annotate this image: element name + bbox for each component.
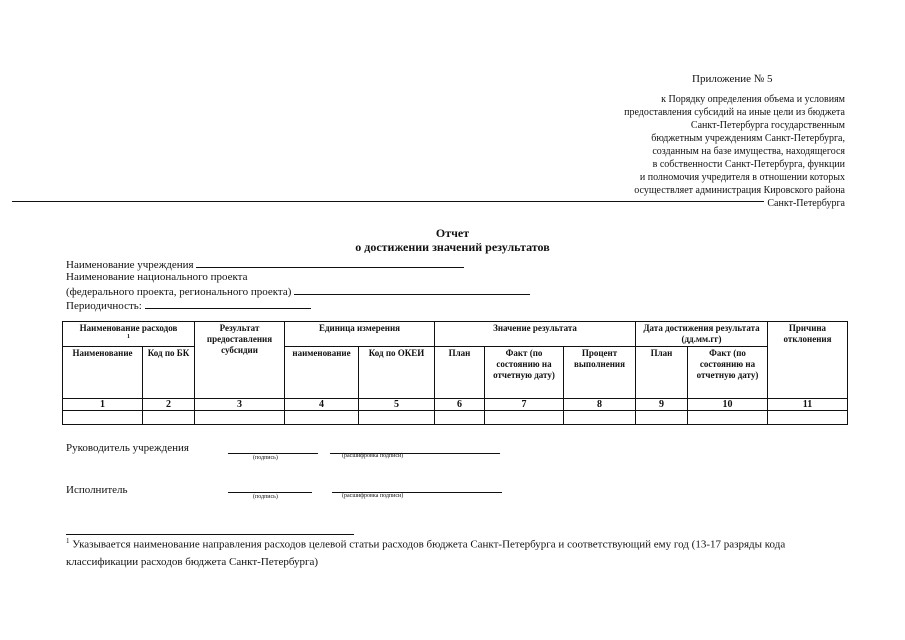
- table-cell[interactable]: [285, 411, 359, 425]
- appendix-line: созданным на базе имущества, находящегося: [652, 146, 845, 157]
- header-expense: [63, 322, 195, 347]
- column-number: 10: [688, 399, 768, 411]
- subheader-plan: План: [435, 347, 485, 399]
- subheader-unit-name: наименование: [285, 347, 359, 399]
- table-cell[interactable]: [195, 411, 285, 425]
- appendix-line: к Порядку определения объема и условиям: [661, 94, 845, 105]
- head-label: Руководитель учреждения: [66, 442, 189, 454]
- header-date: Дата достижения результата (дд.мм.гг): [636, 322, 768, 347]
- federal-project-field: [66, 285, 530, 298]
- column-number: 7: [485, 399, 564, 411]
- executor-signature-caption: (подпись): [253, 494, 278, 500]
- subheader-fact: Факт (по состоянию на отчетную дату): [485, 347, 564, 399]
- appendix-title: Приложение № 5: [692, 73, 773, 85]
- column-number: 11: [768, 399, 848, 411]
- institution-input[interactable]: [196, 258, 464, 268]
- appendix-line: предоставления субсидий на иные цели из бюджета: [624, 107, 845, 118]
- table-cell[interactable]: [359, 411, 435, 425]
- appendix-line: Санкт-Петербурга государственным: [690, 120, 845, 131]
- header-result: Результат предоставления субсидии: [195, 322, 285, 399]
- table-cell[interactable]: [435, 411, 485, 425]
- footnote-ref: 1: [127, 334, 130, 340]
- column-number: 4: [285, 399, 359, 411]
- table-cell[interactable]: [63, 411, 143, 425]
- appendix-line: осуществляет администрация Кировского района: [634, 185, 845, 196]
- subheader-row: [63, 347, 848, 399]
- head-signature-caption: (подпись): [253, 455, 278, 461]
- column-numbers-row: [63, 399, 848, 411]
- federal-project-label: (федерального проекта, регионального проекта): [66, 286, 292, 298]
- column-number: 2: [143, 399, 195, 411]
- footnote: [66, 533, 856, 571]
- results-table: [62, 321, 848, 425]
- column-number: 1: [63, 399, 143, 411]
- header-unit: Единица измерения: [285, 322, 435, 347]
- empty-data-row: [63, 411, 848, 425]
- subheader-date-fact: Факт (по состоянию на отчетную дату): [688, 347, 768, 399]
- report-title: Отчет: [435, 226, 470, 240]
- head-decode-caption: (расшифровка подписи): [342, 453, 404, 459]
- header-value: Значение результата: [435, 322, 636, 347]
- executor-signature-line[interactable]: [228, 492, 312, 493]
- header-row: [63, 322, 848, 347]
- column-number: 5: [359, 399, 435, 411]
- head-signature-line[interactable]: [228, 453, 318, 454]
- subheader-date-plan: План: [636, 347, 688, 399]
- header-reason: Причина отклонения: [768, 322, 848, 399]
- national-project-field: [66, 271, 248, 283]
- appendix-text: [624, 93, 845, 210]
- federal-project-input[interactable]: [294, 285, 530, 295]
- subheader-okei: Код по ОКЕИ: [359, 347, 435, 399]
- report-subtitle: о достижении значений результатов: [355, 240, 550, 254]
- header-divider: [12, 201, 764, 202]
- table-cell[interactable]: [688, 411, 768, 425]
- executor-decode-caption: (расшифровка подписи): [342, 493, 404, 499]
- table-cell[interactable]: [143, 411, 195, 425]
- table-cell[interactable]: [636, 411, 688, 425]
- institution-field: [66, 258, 464, 271]
- periodicity-field: [66, 299, 311, 312]
- institution-label: Наименование учреждения: [66, 259, 194, 271]
- footnote-mark: 1: [66, 537, 70, 545]
- header-expense-label: Наименование расходов: [79, 323, 178, 333]
- table-cell[interactable]: [564, 411, 636, 425]
- column-number: 6: [435, 399, 485, 411]
- national-project-label: Наименование национального проекта: [66, 271, 248, 283]
- periodicity-label: Периодичность:: [66, 300, 142, 312]
- subheader-code-bk: Код по БК: [143, 347, 195, 399]
- footnote-text: Указывается наименование направления расходов целевой статьи расходов бюджета Санкт-Петербурга и соответствующий ему год (13-17 разряды кода классификации расходов бюджета Санкт-Петербурга): [66, 538, 786, 568]
- appendix-line: и полномочия учредителя в отношении которых: [639, 172, 845, 183]
- column-number: 9: [636, 399, 688, 411]
- subheader-name: Наименование: [63, 347, 143, 399]
- executor-label: Исполнитель: [66, 484, 128, 496]
- table-cell[interactable]: [768, 411, 848, 425]
- table-cell[interactable]: [485, 411, 564, 425]
- appendix-line: бюджетным учреждениям Санкт-Петербурга,: [651, 133, 845, 144]
- periodicity-input[interactable]: [145, 299, 311, 309]
- appendix-line: Санкт-Петербурга: [767, 198, 845, 209]
- subheader-percent: Процент выполнения: [564, 347, 636, 399]
- appendix-line: в собственности Санкт-Петербурга, функции: [652, 159, 845, 170]
- column-number: 3: [195, 399, 285, 411]
- column-number: 8: [564, 399, 636, 411]
